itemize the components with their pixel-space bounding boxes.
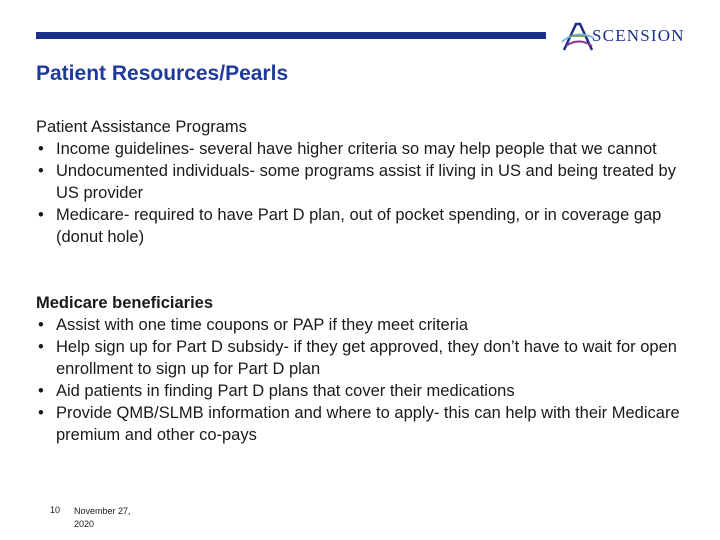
page-number: 10 <box>50 505 61 515</box>
page-title: Patient Resources/Pearls <box>36 62 289 85</box>
list-item: • Aid patients in finding Part D plans that cover their medications <box>38 382 515 400</box>
list-item: • Undocumented individuals- some programs assist if living in US and being treated by US provider <box>38 162 676 202</box>
list-item: • Help sign up for Part D subsidy- if they get approved, they don’t have to wait for open enrollment to sign up for Part D plan <box>38 338 677 378</box>
list-item: • Assist with one time coupons or PAP if they meet criteria <box>38 316 469 334</box>
ascension-logo <box>560 18 685 54</box>
bullet-list <box>36 138 686 248</box>
list-item: • Provide QMB/SLMB information and where to apply- this can help with their Medicare premium and other co-pays <box>38 404 680 444</box>
footer-date: November 27, 2020 <box>74 506 131 529</box>
section-heading: Patient Assistance Programs <box>36 118 247 136</box>
section-heading: Medicare beneficiaries <box>36 294 214 312</box>
list-item: • Income guidelines- several have higher criteria so may help people that we cannot <box>38 140 657 158</box>
list-item: • Medicare- required to have Part D plan, out of pocket spending, or in coverage gap (donut hole) <box>38 206 662 246</box>
logo-wordmark: SCENSION <box>592 26 685 45</box>
section-medicare-beneficiaries <box>36 292 686 446</box>
header-rule <box>36 32 546 39</box>
section-patient-assistance <box>36 116 686 248</box>
bullet-list <box>36 314 686 446</box>
ascension-logo-icon <box>560 18 596 54</box>
